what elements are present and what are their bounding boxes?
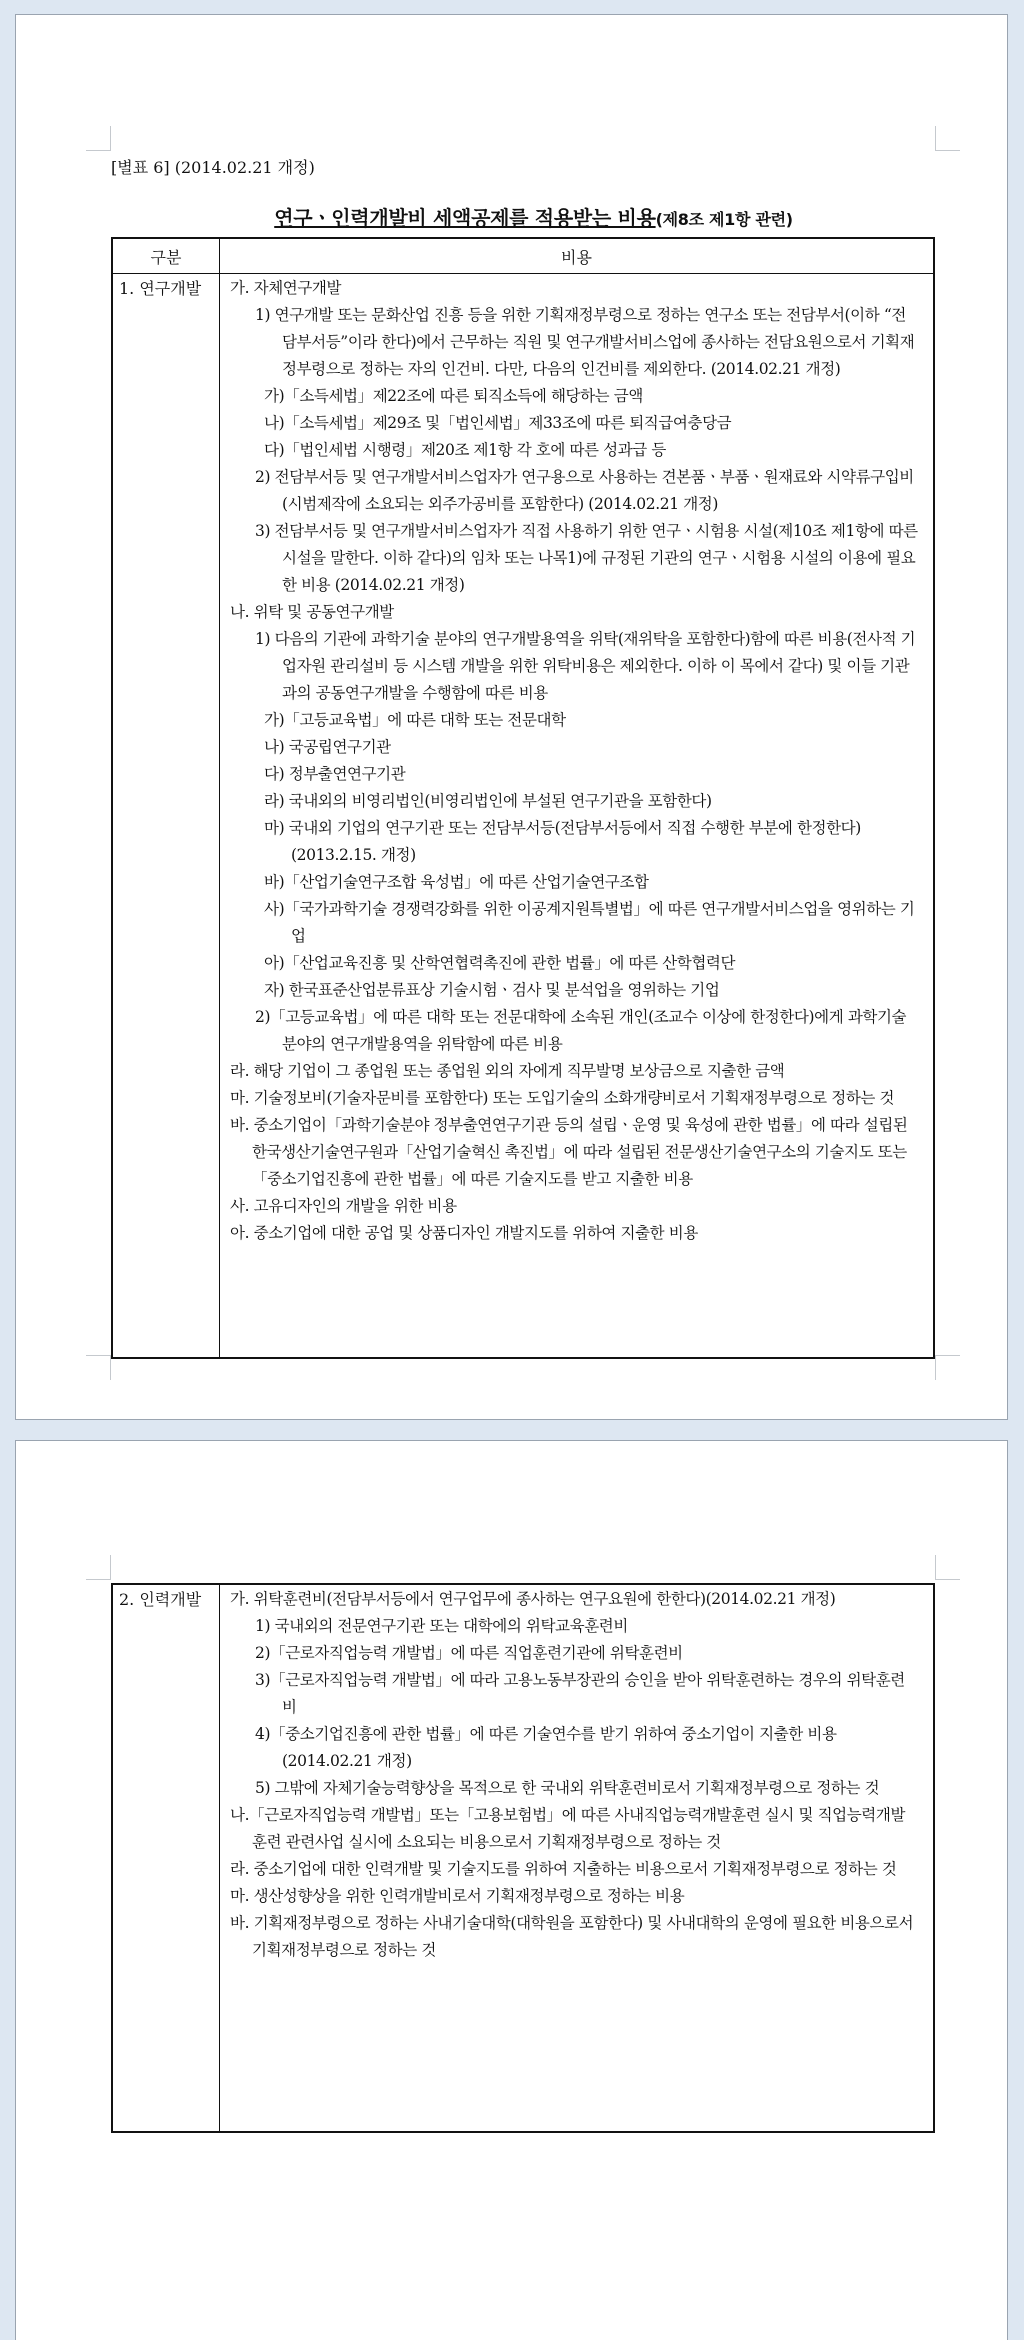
- cost-items: [220, 274, 933, 1357]
- list-item: 자) 한국표준산업분류표상 기술시험ㆍ검사 및 분석업을 영위하는 기업: [264, 981, 720, 999]
- list-item: 가)「소득세법」제22조에 따른 퇴직소득에 해당하는 금액: [264, 387, 643, 405]
- list-item: 라. 해당 기업이 그 종업원 또는 종업원 외의 자에게 직무발명 보상금으로 지출한 금액: [230, 1062, 785, 1080]
- list-item: 바. 중소기업이「과학기술분야 정부출연연구기관 등의 설립ㆍ운영 및 육성에 관한 법률」에 따라 설립된 한국생산기술연구원과「산업기술혁신 촉진법」에 따라 설립된 전문생산기술연구소의 기술지도 또는「중소기업진흥에 관한 법률」에 따른 기술지도를 받고 지출한 비용: [230, 1116, 908, 1188]
- list-item: 가)「고등교육법」에 따른 대학 또는 전문대학: [264, 711, 566, 729]
- list-item: 마. 생산성향상을 위한 인력개발비로서 기획재정부령으로 정하는 비용: [230, 1887, 685, 1905]
- cost-table: [111, 237, 935, 1359]
- list-item: 사. 고유디자인의 개발을 위한 비용: [230, 1197, 457, 1215]
- list-item: 3)「근로자직업능력 개발법」에 따라 고용노동부장관의 승인을 받아 위탁훈련하는 경우의 위탁훈련비: [255, 1671, 905, 1716]
- document-page-2: [15, 1440, 1008, 2340]
- list-item: 마. 기술정보비(기술자문비를 포함한다) 또는 도입기술의 소화개량비로서 기획재정부령으로 정하는 것: [230, 1089, 895, 1107]
- header-cost: 비용: [561, 247, 592, 267]
- list-item: 1) 다음의 기관에 과학기술 분야의 연구개발용역을 위탁(재위탁을 포함한다)함에 따른 비용(전사적 기업자원 관리설비 등 시스템 개발을 위한 위탁비용은 제외한다. 이하 이 목에서 같다) 및 이들 기관과의 공동연구개발을 수행함에 따른 비용: [255, 630, 916, 702]
- list-item: 나. 위탁 및 공동연구개발: [230, 603, 394, 621]
- title-sub: (제8조 제1항 관련): [655, 210, 793, 229]
- list-item: 3) 전담부서등 및 연구개발서비스업자가 직접 사용하기 위한 연구ㆍ시험용 시설(제10조 제1항에 따른 시설을 말한다. 이하 같다)의 임차 또는 나목1)에 규정된 기관의 연구ㆍ시험용 시설의 이용에 필요한 비용 (2014.02.21 개정): [255, 522, 918, 594]
- table-row-rnd: [113, 274, 933, 1357]
- list-item: 나)「소득세법」제29조 및「법인세법」제33조에 따른 퇴직급여충당금: [264, 414, 732, 432]
- list-item: 라) 국내외의 비영리법인(비영리법인에 부설된 연구기관을 포함한다): [264, 792, 712, 810]
- crop-mark: [935, 1555, 960, 1580]
- title-main: 연구ㆍ인력개발비 세액공제를 적용받는 비용: [274, 206, 656, 230]
- page-title: [111, 202, 956, 231]
- crop-mark: [935, 1355, 960, 1380]
- list-item: 2)「고등교육법」에 따른 대학 또는 전문대학에 소속된 개인(조교수 이상에 한정한다)에게 과학기술분야의 연구개발용역을 위탁함에 따른 비용: [255, 1008, 907, 1053]
- list-item: 2) 전담부서등 및 연구개발서비스업자가 연구용으로 사용하는 견본품ㆍ부품ㆍ원재료와 시약류구입비(시범제작에 소요되는 외주가공비를 포함한다) (2014.02.21 개정): [255, 468, 914, 513]
- list-item: 2)「근로자직업능력 개발법」에 따른 직업훈련기관에 위탁훈련비: [255, 1644, 683, 1662]
- crop-mark: [86, 126, 111, 151]
- category-cell: 2. 인력개발: [113, 1585, 220, 2131]
- table-header-row: [113, 239, 933, 274]
- cost-items: [220, 1585, 933, 2131]
- document-page-1: [15, 14, 1008, 1420]
- crop-mark: [86, 1555, 111, 1580]
- cost-table-continued: [111, 1583, 935, 2133]
- appendix-note: [별표 6] (2014.02.21 개정): [111, 158, 315, 177]
- list-item: 아)「산업교육진흥 및 산학연협력촉진에 관한 법률」에 따른 산학협력단: [264, 954, 736, 972]
- list-item: 가. 자체연구개발: [230, 279, 342, 297]
- crop-mark: [935, 126, 960, 151]
- list-item: 바. 기획재정부령으로 정하는 사내기술대학(대학원을 포함한다) 및 사내대학의 운영에 필요한 비용으로서 기획재정부령으로 정하는 것: [230, 1914, 914, 1959]
- list-item: 바)「산업기술연구조합 육성법」에 따른 산업기술연구조합: [264, 873, 649, 891]
- list-item: 나) 국공립연구기관: [264, 738, 391, 756]
- list-item: 가. 위탁훈련비(전담부서등에서 연구업무에 종사하는 연구요원에 한한다)(2014.02.21 개정): [230, 1590, 836, 1608]
- list-item: 마) 국내외 기업의 연구기관 또는 전담부서등(전담부서등에서 직접 수행한 부분에 한정한다) (2013.2.15. 개정): [264, 819, 861, 864]
- list-item: 라. 중소기업에 대한 인력개발 및 기술지도를 위하여 지출하는 비용으로서 기획재정부령으로 정하는 것: [230, 1860, 897, 1878]
- list-item: 1) 국내외의 전문연구기관 또는 대학에의 위탁교육훈련비: [255, 1617, 628, 1635]
- list-item: 4)「중소기업진흥에 관한 법률」에 따른 기술연수를 받기 위하여 중소기업이 지출한 비용 (2014.02.21 개정): [255, 1725, 837, 1770]
- list-item: 다)「법인세법 시행령」제20조 제1항 각 호에 따른 성과급 등: [264, 441, 666, 459]
- crop-mark: [86, 1355, 111, 1380]
- list-item: 다) 정부출연연구기관: [264, 765, 406, 783]
- category-cell: 1. 연구개발: [113, 274, 220, 1357]
- list-item: 아. 중소기업에 대한 공업 및 상품디자인 개발지도를 위하여 지출한 비용: [230, 1224, 698, 1242]
- list-item: 사)「국가과학기술 경쟁력강화를 위한 이공계지원특별법」에 따른 연구개발서비스업을 영위하는 기업: [264, 900, 915, 945]
- list-item: 1) 연구개발 또는 문화산업 진흥 등을 위한 기획재정부령으로 정하는 연구소 또는 전담부서(이하 “전담부서등”이라 한다)에서 근무하는 직원 및 연구개발서비스업에 종사하는 전담요원으로서 기획재정부령으로 정하는 자의 인건비. 다만, 다음의 인건비를 제외한다. (2014.02.21 개정): [255, 306, 915, 378]
- list-item: 나.「근로자직업능력 개발법」또는「고용보험법」에 따른 사내직업능력개발훈련 실시 및 직업능력개발훈련 관련사업 실시에 소요되는 비용으로서 기획재정부령으로 정하는 것: [230, 1806, 906, 1851]
- list-item: 5) 그밖에 자체기술능력향상을 목적으로 한 국내외 위탁훈련비로서 기획재정부령으로 정하는 것: [255, 1779, 880, 1797]
- header-category: 구분: [113, 239, 220, 273]
- table-row-hr: [113, 1585, 933, 2131]
